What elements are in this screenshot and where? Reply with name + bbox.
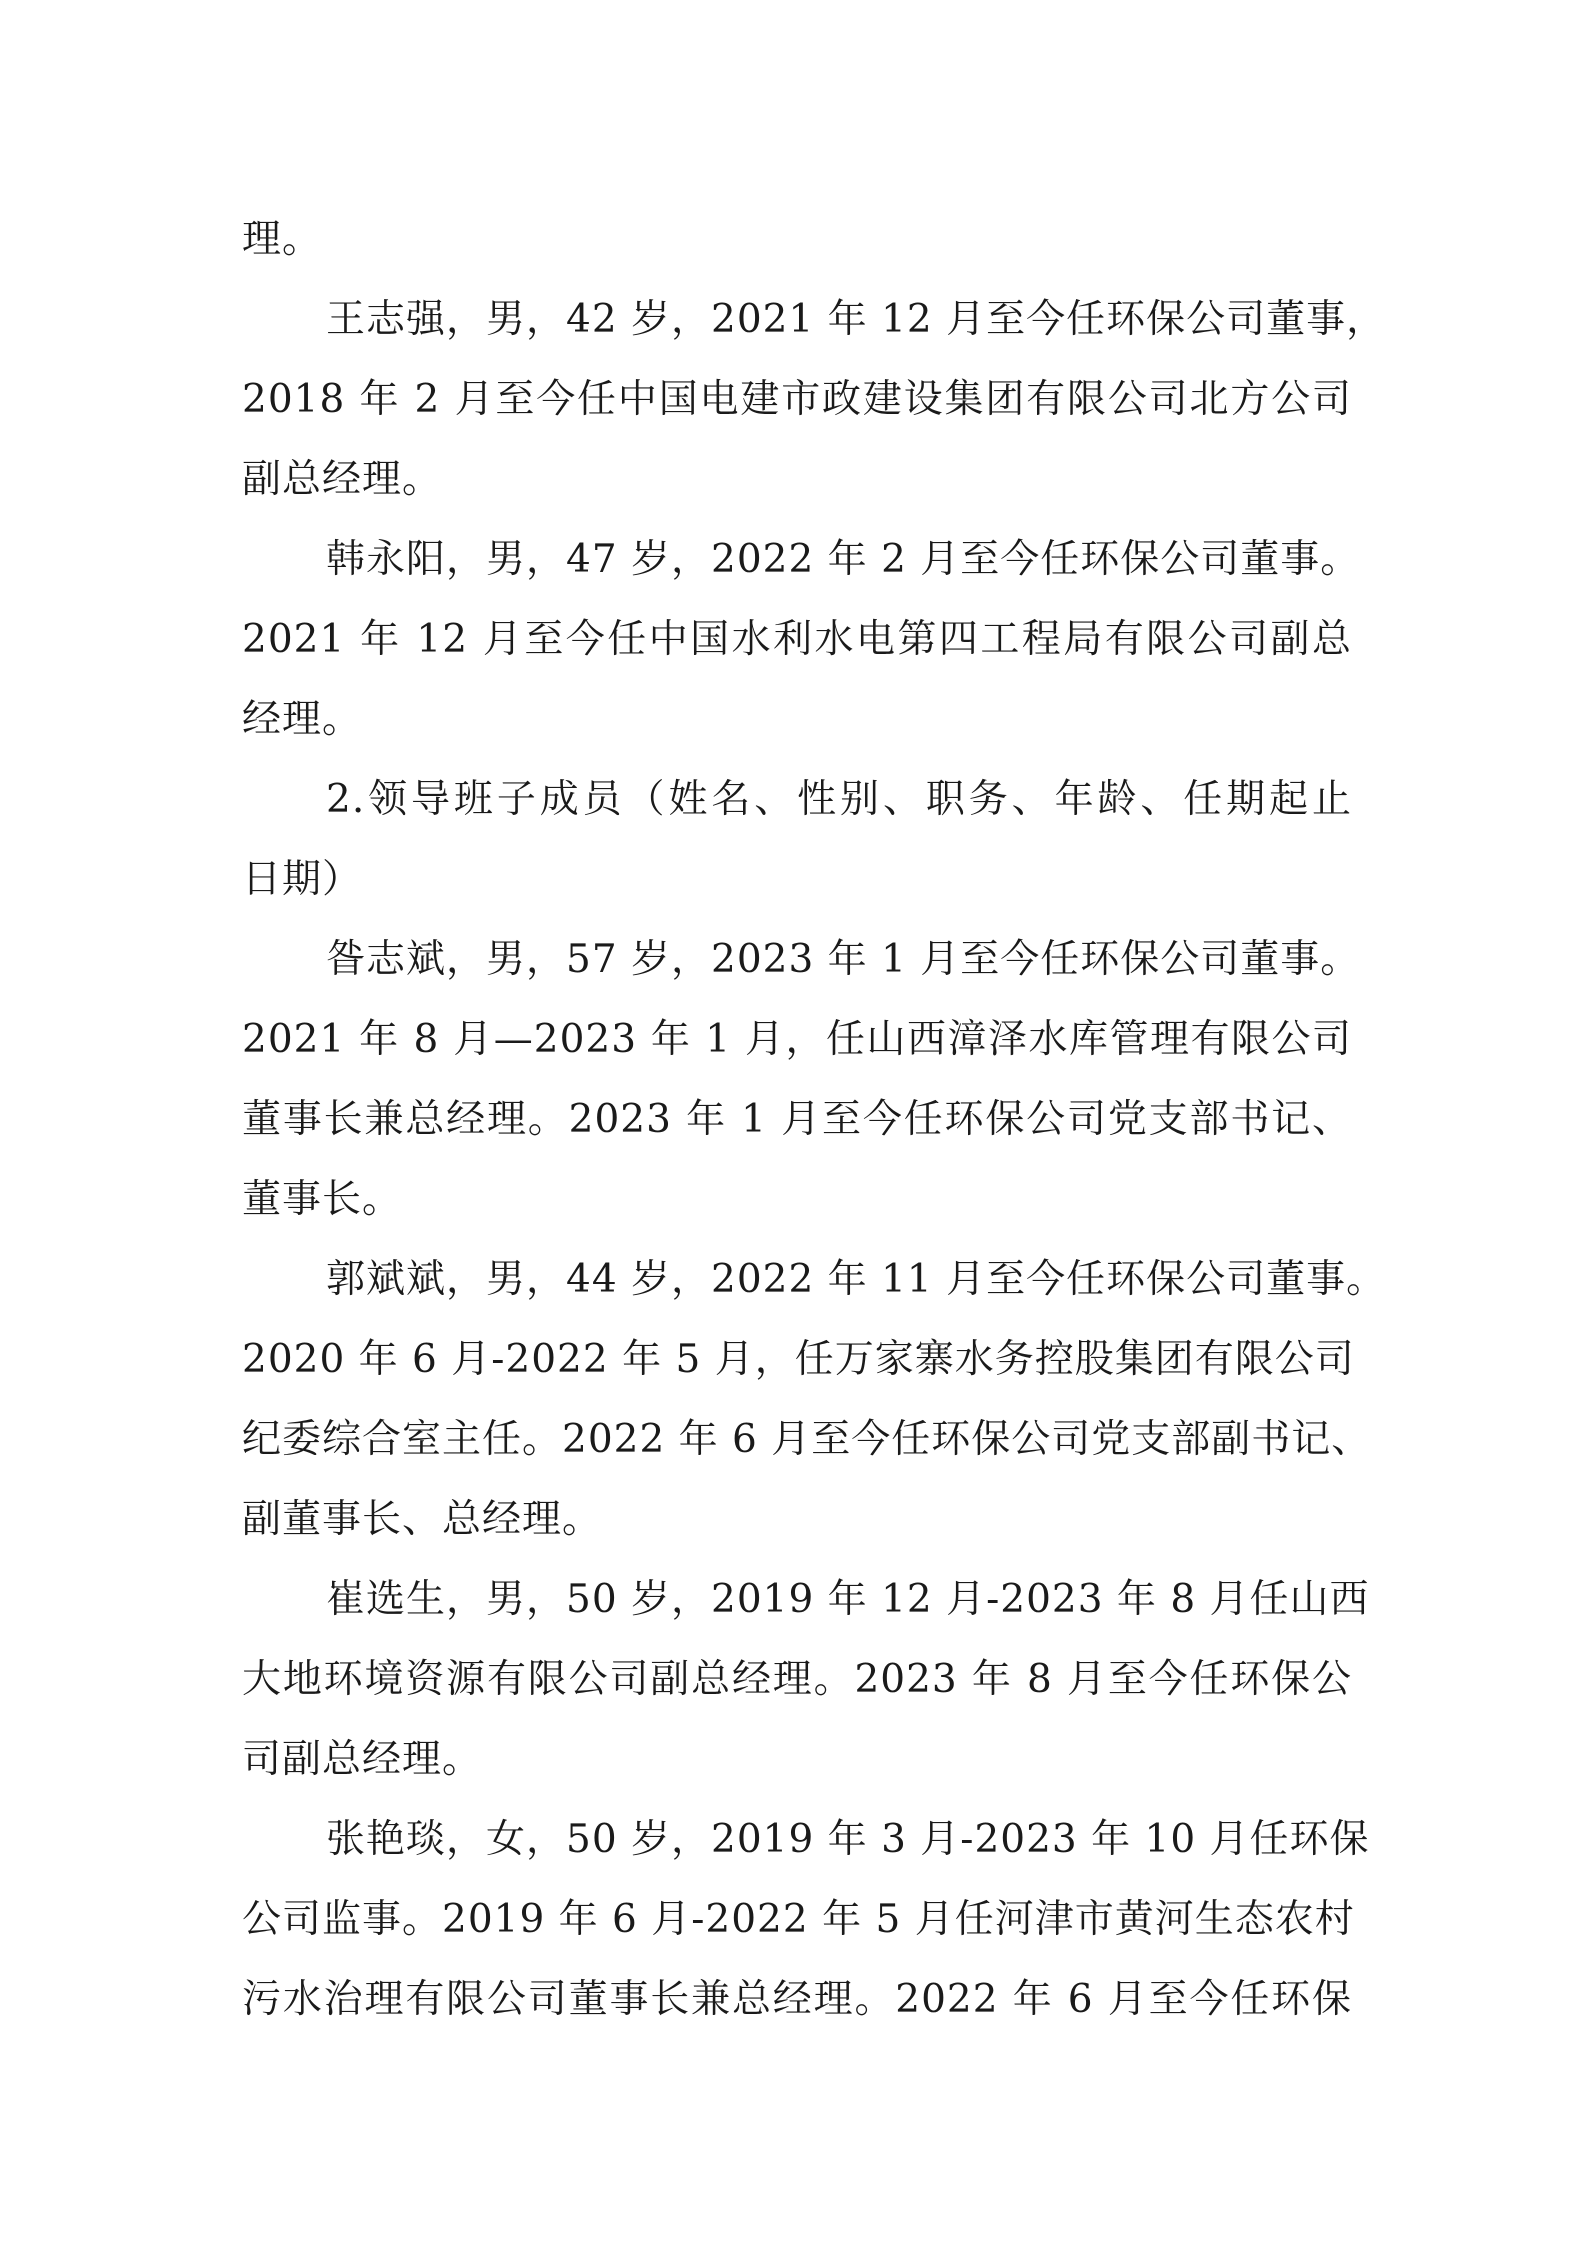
text-line: 崔选生，男，50 岁，2019 年 12 月-2023 年 8 月任山西 bbox=[326, 1577, 1370, 1622]
text-line: 公司监事。2019 年 6 月-2022 年 5 月任河津市黄河生态农村 bbox=[242, 1897, 1355, 1942]
document-body bbox=[242, 200, 1387, 2040]
text-line: 郭斌斌，男，44 岁，2022 年 11 月至今任环保公司董事。 bbox=[326, 1257, 1387, 1302]
text-line: 王志强，男，42 岁，2021 年 12 月至今任环保公司董事， bbox=[326, 297, 1387, 342]
text-line: 副董事长、总经理。 bbox=[242, 1497, 603, 1542]
text-line: 纪委综合室主任。2022 年 6 月至今任环保公司党支部副书记、 bbox=[242, 1417, 1372, 1462]
section-heading: 2.领导班子成员（姓名、性别、职务、年龄、任期起止 bbox=[326, 777, 1352, 822]
text-line: 2021 年 12 月至今任中国水利水电第四工程局有限公司副总 bbox=[242, 617, 1352, 662]
text-line: 司副总经理。 bbox=[242, 1737, 483, 1782]
text-line: 理。 bbox=[242, 217, 323, 262]
text-line: 张艳琰，女，50 岁，2019 年 3 月-2023 年 10 月任环保 bbox=[326, 1817, 1370, 1862]
text-line: 污水治理有限公司董事长兼总经理。2022 年 6 月至今任环保 bbox=[242, 1977, 1352, 2022]
text-line: 2020 年 6 月-2022 年 5 月，任万家寨水务控股集团有限公司 bbox=[242, 1337, 1355, 1382]
section-heading-continued: 日期） bbox=[242, 857, 363, 902]
text-line: 昝志斌，男，57 岁，2023 年 1 月至今任环保公司董事。 bbox=[326, 937, 1361, 982]
text-line: 董事长。 bbox=[242, 1177, 403, 1222]
text-line: 2021 年 8 月—2023 年 1 月，任山西漳泽水库管理有限公司 bbox=[242, 1017, 1352, 1062]
text-line: 经理。 bbox=[242, 697, 363, 742]
text-line: 副总经理。 bbox=[242, 457, 443, 502]
text-line: 董事长兼总经理。2023 年 1 月至今任环保公司党支部书记、 bbox=[242, 1097, 1352, 1142]
text-line: 大地环境资源有限公司副总经理。2023 年 8 月至今任环保公 bbox=[242, 1657, 1352, 1702]
text-line: 2018 年 2 月至今任中国电建市政建设集团有限公司北方公司 bbox=[242, 377, 1352, 422]
text-line: 韩永阳，男，47 岁，2022 年 2 月至今任环保公司董事。 bbox=[326, 537, 1361, 582]
